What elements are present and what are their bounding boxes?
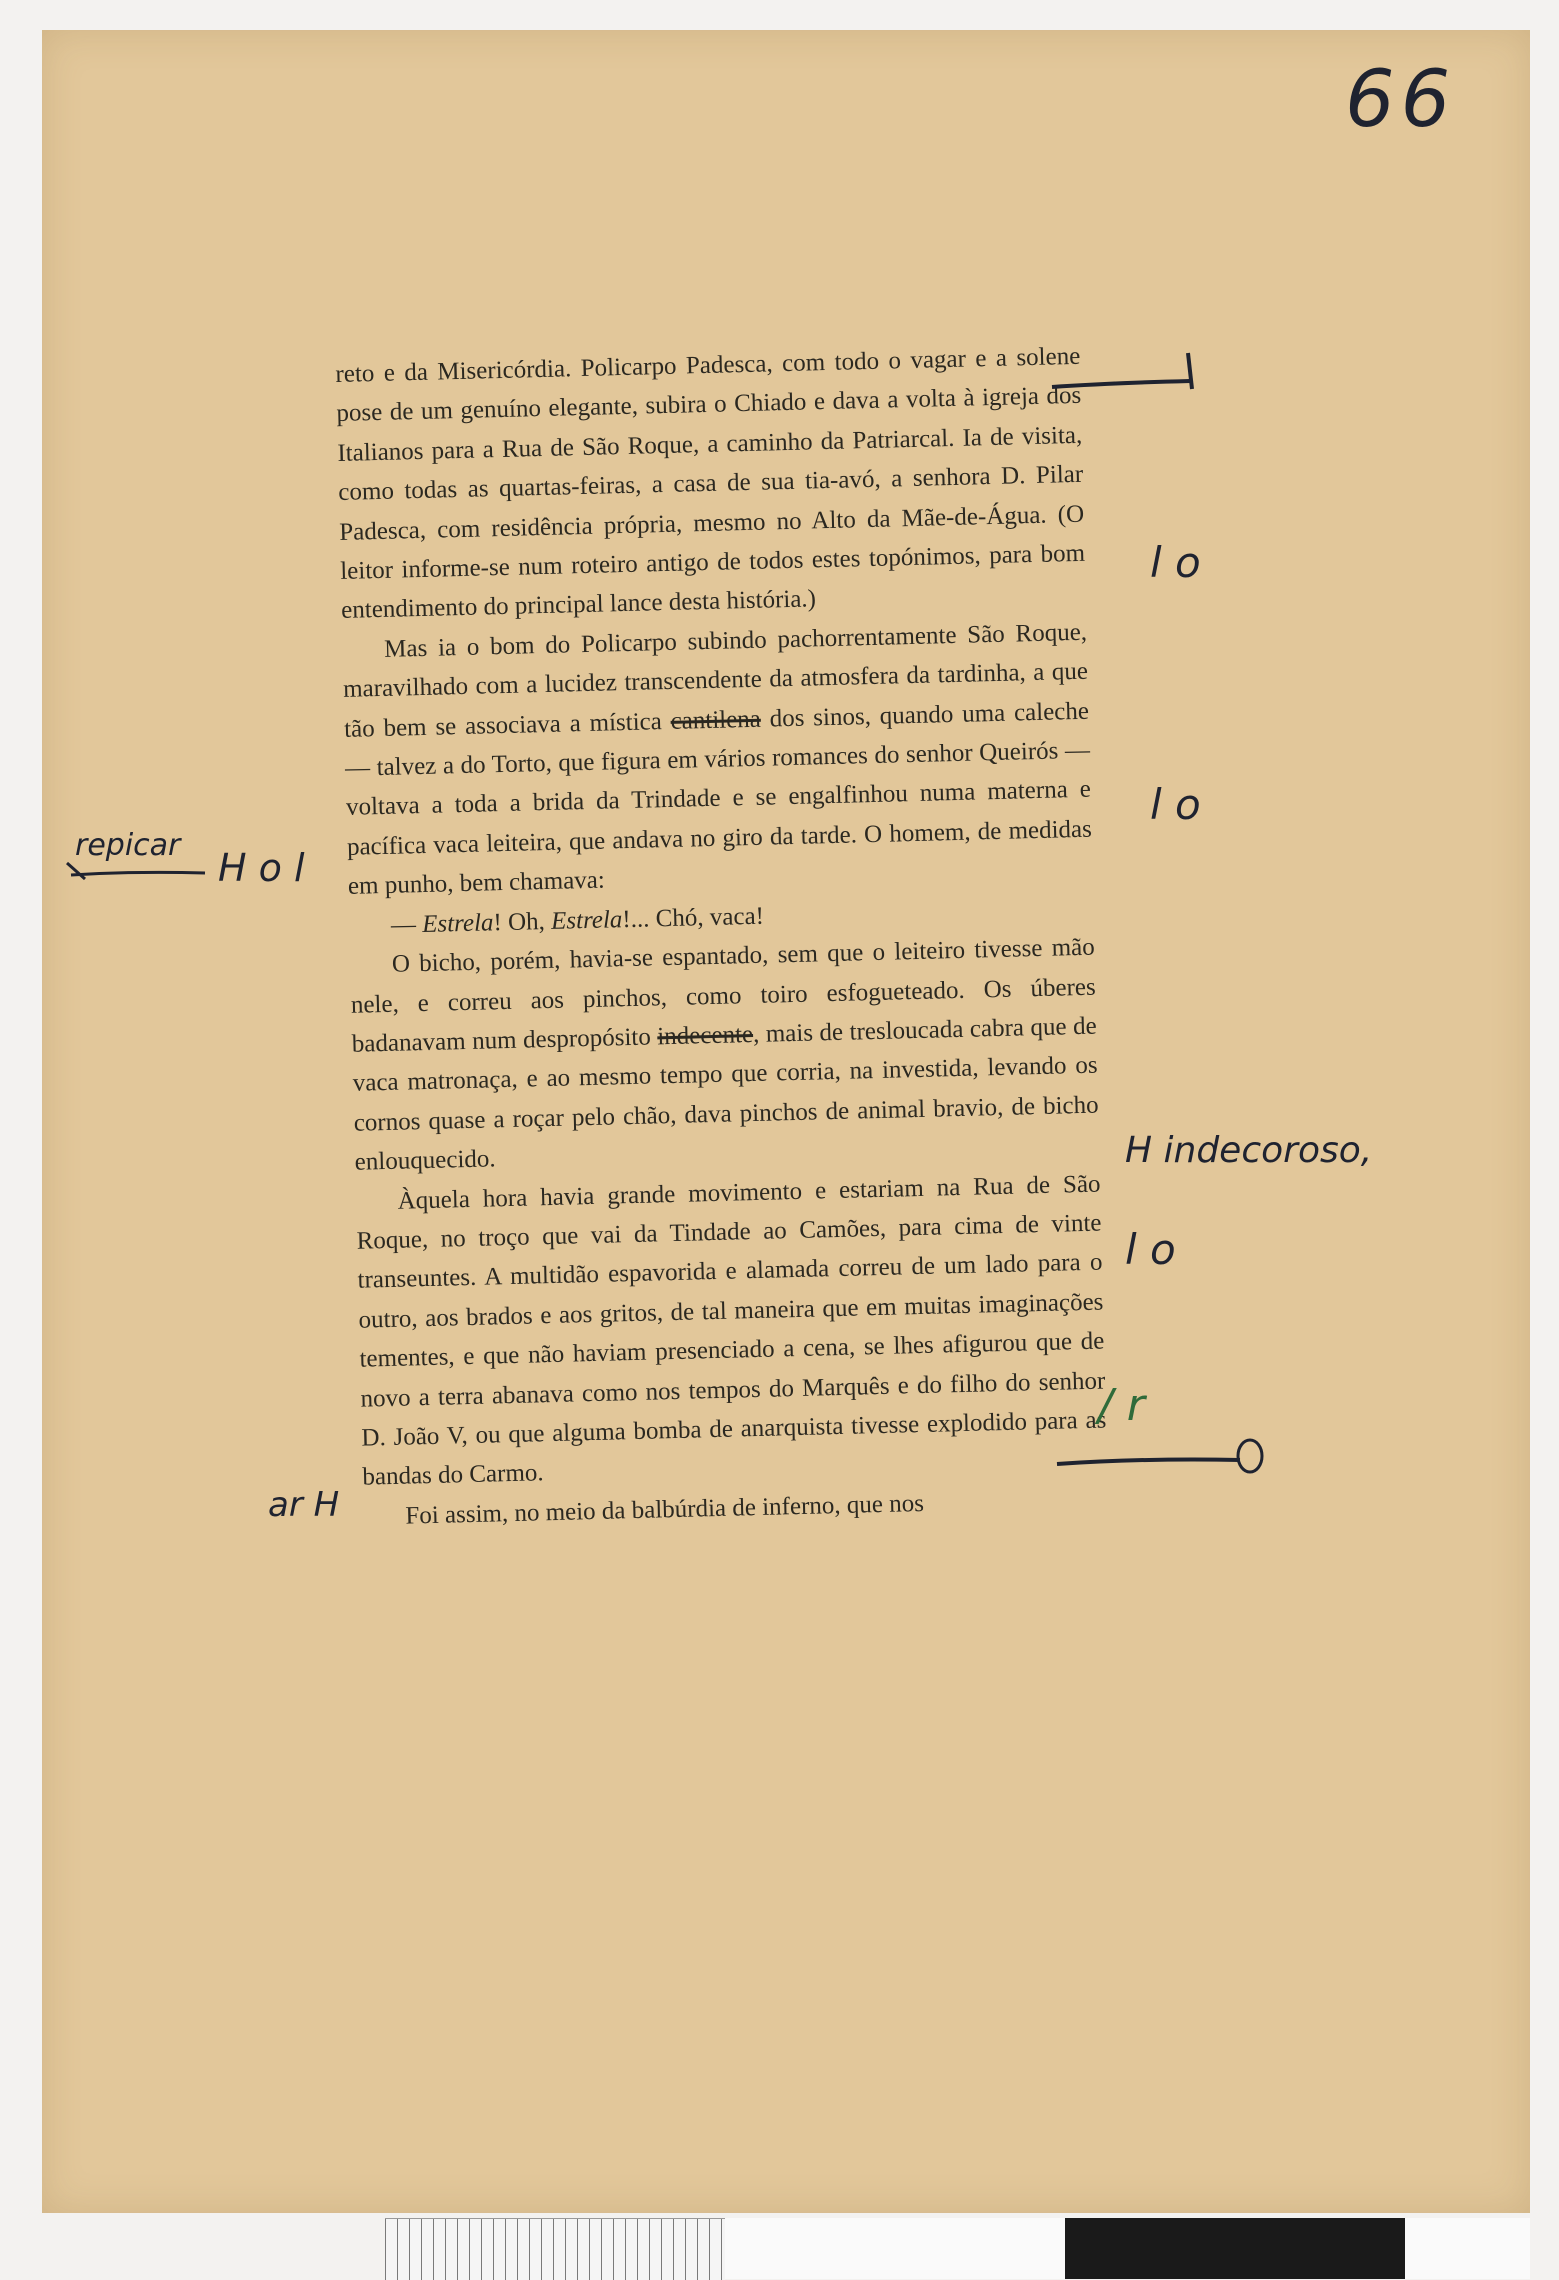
pen-stroke-icon bbox=[1055, 1420, 1275, 1480]
margin-correction-mark: l o bbox=[1150, 538, 1201, 587]
paragraph bbox=[342, 613, 1094, 907]
pen-stroke-icon bbox=[1050, 345, 1200, 395]
italic-text: Estrela bbox=[550, 905, 623, 935]
paragraph bbox=[355, 1164, 1107, 1497]
text-run: O bicho, porém, havia-se espantado, sem que o leiteiro tivesse mão nele, e correu aos pinchos, como toiro esfogueteado. Os úberes badanavam num despropósito bbox=[350, 933, 1096, 1058]
margin-correction-green: / r bbox=[1098, 1380, 1145, 1431]
text-run: Mas ia o bom do Policarpo subindo pachorrentamente São Roque, maravilhado com a lucidez transcendente da atmosfera da tardinha, a que tão bem se associava a mística bbox=[342, 618, 1089, 743]
text-run: reto e da Misericórdia. Policarpo Padesca, com todo o vagar e a solene pose de um genuíno elegante, subira o Chiado e dava a volta à igreja dos Italianos para a Rua de São Roque, a caminho da Patriarcal. Ia de visita, como todas as quartas-feiras, a casa de sua tia-avó, a senhora D. Pilar Padesca, com residência própria, mesmo no Alto da Mãe-de-Água. (O leitor informe-se num roteiro antigo de todos estes topónimos, para bom entendimento do principal lance desta história.) bbox=[335, 342, 1086, 625]
page-number: 66 bbox=[1345, 55, 1457, 145]
struck-word: cantilena bbox=[670, 705, 762, 735]
paragraph bbox=[335, 337, 1087, 631]
text-run: Foi assim, no meio da balbúrdia de inferno, que nos bbox=[405, 1489, 925, 1530]
paragraph bbox=[349, 928, 1100, 1183]
text-run: !... Chó, vaca! bbox=[622, 902, 765, 933]
body-text bbox=[335, 337, 1109, 1537]
struck-word: indecente bbox=[656, 1020, 754, 1051]
text-run: Àquela hora havia grande movimento e estariam na Rua de São Roque, no troço que vai da Tindade ao Camões, para cima de vinte transeuntes. A multidão espavorida e alamada correu de um lado para o outro, aos brados e aos gritos, de tal maneira que em muitas imaginações tementes, e que não haviam presenciado a cena, se lhes afigurou que de novo a terra abanava como nos tempos do Marquês e do filho do senhor D. João V, ou que alguma bomba de anarquista tivesse explodido para as bandas do Carmo. bbox=[356, 1170, 1107, 1492]
pen-stroke-icon bbox=[65, 835, 215, 885]
text-run: dos sinos, quando uma caleche — talvez a do Torto, que figura em vários romances do senhor Queirós — voltava a toda a brida da Trindade e se engalfinhou numa materna e pacífica vaca leiteira, que andava no giro da tarde. O homem, de medidas em punho, bem chamava: bbox=[344, 697, 1093, 901]
scan-ruler bbox=[385, 2218, 1530, 2279]
margin-correction-mark: l o bbox=[1150, 780, 1201, 829]
margin-correction-ar: ar H bbox=[268, 1485, 340, 1525]
text-run: — bbox=[390, 910, 423, 939]
margin-correction-indecoroso: H indecoroso, bbox=[1125, 1130, 1373, 1171]
text-run: , mais de tresloucada cabra que de vaca matronaça, e ao mesmo tempo que corria, na investida, levando os cornos quase a roçar pelo chão, dava pinchos de animal bravio, de bicho enlouquecido. bbox=[352, 1012, 1099, 1176]
margin-correction-mark: l o bbox=[1125, 1225, 1176, 1274]
text-run: ! Oh, bbox=[493, 907, 552, 936]
margin-correction-repicar: repicar bbox=[75, 828, 181, 863]
margin-correction-mark: H o l bbox=[218, 846, 305, 890]
italic-text: Estrela bbox=[421, 908, 494, 938]
